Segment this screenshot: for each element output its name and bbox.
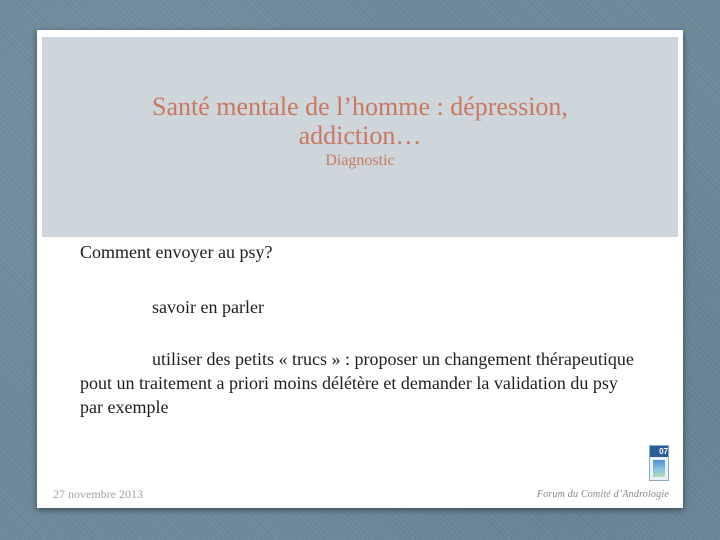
slide-body [80, 240, 640, 419]
logo-badge: 07 [650, 446, 668, 457]
slide-subtitle: Diagnostic [325, 152, 395, 169]
title-line-2: addiction… [298, 121, 422, 150]
title-band [42, 37, 678, 237]
bullet-1: Comment envoyer au psy? [80, 242, 273, 262]
title-line-1: Santé mentale de l’homme : dépression, [152, 92, 568, 121]
book-logo-icon [649, 445, 669, 481]
logo-image [653, 460, 665, 477]
slide-title [42, 92, 678, 170]
slide [37, 30, 683, 508]
footer-event: Forum du Comité d’Andrologie [536, 489, 669, 500]
bullet-3: utiliser des petits « trucs » : proposer un changement thérapeutique pout un traitement a priori moins délétère et demander la validation du psy par exemple [80, 349, 634, 417]
bullet-2: savoir en parler [152, 297, 264, 317]
footer-date: 27 novembre 2013 [53, 487, 143, 501]
